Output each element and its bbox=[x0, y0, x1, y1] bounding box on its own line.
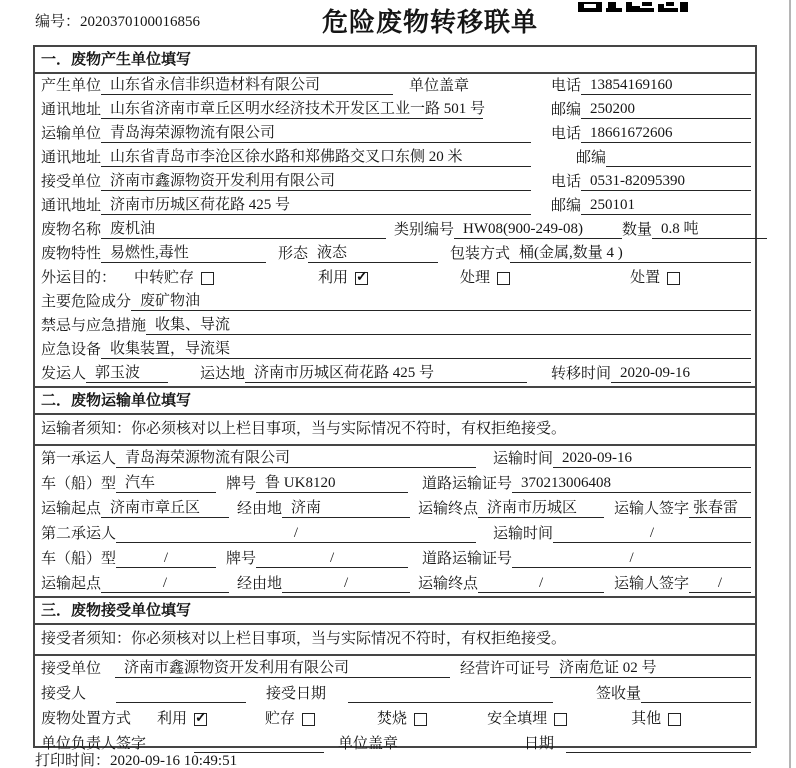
emergency-measures-field: 收集、导流 bbox=[146, 316, 751, 335]
section-producer bbox=[35, 47, 755, 386]
disposal-landfill-checkbox bbox=[554, 713, 567, 726]
waste-name-field: 废机油 bbox=[101, 220, 386, 239]
print-time-value: 2020-09-16 10:49:51 bbox=[110, 753, 238, 768]
carrier1-time-field: 2020-09-16 bbox=[553, 449, 751, 468]
acceptor-label: 接受人 bbox=[41, 686, 87, 702]
receiver-zip-field: 250101 bbox=[581, 196, 751, 215]
disposal-landfill-label: 安全填埋 bbox=[487, 711, 548, 727]
row-producer-address bbox=[35, 98, 755, 122]
emergency-measures-label: 禁忌与应急措施 bbox=[41, 318, 147, 334]
vehicle2-type-label: 车（船）型 bbox=[41, 551, 117, 567]
accept-date-label: 接受日期 bbox=[266, 686, 327, 702]
section-transporter-header: 二．废物运输单位填写 bbox=[35, 388, 755, 415]
row-emergency-measures bbox=[35, 314, 755, 338]
row-vehicle1 bbox=[35, 471, 755, 496]
vehicle1-license-label: 道路运输证号 bbox=[422, 476, 513, 492]
received-qty-field bbox=[641, 684, 751, 703]
transfer-time-field: 2020-09-16 bbox=[611, 364, 751, 383]
hazard-label: 主要危险成分 bbox=[41, 294, 132, 310]
receiver-address-field: 济南市历城区荷花路 425 号 bbox=[101, 196, 531, 215]
route1-sign-field: 张春雷 bbox=[689, 499, 751, 518]
purpose-use-checkbox bbox=[355, 272, 368, 285]
row-purpose bbox=[35, 266, 755, 290]
vehicle1-type-field: 汽车 bbox=[116, 474, 216, 493]
permit-field: 济南危证 02 号 bbox=[550, 659, 751, 678]
disposal-store-label: 贮存 bbox=[265, 711, 296, 727]
route1-start-field: 济南市章丘区 bbox=[101, 499, 229, 518]
page-edge-line bbox=[789, 0, 791, 768]
route2-via-field: / bbox=[282, 574, 410, 593]
waste-props-label: 废物特性 bbox=[41, 246, 102, 262]
vehicle2-type-field: / bbox=[116, 549, 216, 568]
row-receiver bbox=[35, 170, 755, 194]
waste-code-field: HW08(900-249-08) bbox=[454, 220, 622, 239]
purpose-label: 外运目的： bbox=[41, 270, 117, 286]
route1-end-label: 运输终点 bbox=[418, 501, 479, 517]
route2-end-field: / bbox=[478, 574, 604, 593]
route2-start-label: 运输起点 bbox=[41, 576, 102, 592]
row-transporter-address bbox=[35, 146, 755, 170]
row-emergency-equipment bbox=[35, 338, 755, 362]
receiver-notice: 接受者须知：你必须核对以上栏目事项，当与实际情况不符时，有权拒绝接受。 bbox=[35, 625, 755, 656]
disposal-use-label: 利用 bbox=[157, 711, 188, 727]
purpose-option-dispose-label: 处置 bbox=[630, 270, 661, 286]
row-disposal-method bbox=[35, 706, 755, 731]
transporter-zip-field bbox=[606, 148, 751, 167]
purpose-option-treat-label: 处理 bbox=[460, 270, 491, 286]
route2-end-label: 运输终点 bbox=[418, 576, 479, 592]
producer-value-field: 山东省永信非织造材料有限公司 bbox=[101, 76, 393, 95]
receiver-phone-field: 0531-82095390 bbox=[581, 172, 751, 191]
disposal-use-checkbox bbox=[194, 713, 207, 726]
permit-label: 经营许可证号 bbox=[460, 661, 551, 677]
vehicle1-plate-label: 牌号 bbox=[226, 476, 257, 492]
waste-pack-label: 包装方式 bbox=[450, 246, 511, 262]
manifest-form bbox=[33, 45, 757, 752]
carrier2-label: 第二承运人 bbox=[41, 526, 117, 542]
row-vehicle2 bbox=[35, 546, 755, 571]
producer-phone-label: 电话 bbox=[550, 78, 581, 94]
disposal-method-label: 废物处置方式 bbox=[41, 711, 132, 727]
receive-unit-field: 济南市鑫源物资开发利用有限公司 bbox=[115, 659, 450, 678]
producer-address-label: 通讯地址 bbox=[41, 102, 102, 118]
waste-qty-field: 0.8 吨 bbox=[652, 220, 767, 239]
disposal-burn-label: 焚烧 bbox=[377, 711, 408, 727]
vehicle2-license-label: 道路运输证号 bbox=[422, 551, 513, 567]
route2-via-label: 经由地 bbox=[237, 576, 283, 592]
waste-qty-label: 数量 bbox=[622, 222, 653, 238]
received-qty-label: 签收量 bbox=[595, 686, 641, 702]
waste-props-field: 易燃性,毒性 bbox=[101, 244, 266, 263]
waste-name-label: 废物名称 bbox=[41, 222, 102, 238]
qr-code-icon bbox=[578, 0, 688, 17]
row-route2 bbox=[35, 571, 755, 596]
route1-sign-label: 运输人签字 bbox=[613, 501, 689, 517]
destination-label: 运达地 bbox=[200, 366, 246, 382]
section-receiver-header: 三．废物接受单位填写 bbox=[35, 598, 755, 625]
producer-phone-field: 13854169160 bbox=[581, 76, 751, 95]
producer-zip-label: 邮编 bbox=[550, 102, 581, 118]
transporter-address-field: 山东省青岛市李沧区徐水路和郑佛路交叉口东侧 20 米 bbox=[101, 148, 531, 167]
receiver-label: 接受单位 bbox=[41, 174, 102, 190]
row-producer bbox=[35, 74, 755, 98]
destination-field: 济南市历城区荷花路 425 号 bbox=[245, 364, 527, 383]
receiver-address-label: 通讯地址 bbox=[41, 198, 102, 214]
route2-start-field: / bbox=[101, 574, 229, 593]
vehicle1-license-field: 370213006408 bbox=[512, 474, 751, 493]
route1-via-label: 经由地 bbox=[237, 501, 283, 517]
receiver-value-field: 济南市鑫源物资开发利用有限公司 bbox=[101, 172, 531, 191]
purpose-transfer-checkbox bbox=[201, 272, 214, 285]
receive-unit-label: 接受单位 bbox=[41, 661, 102, 677]
dispatcher-label: 发运人 bbox=[41, 366, 87, 382]
accept-date-field bbox=[348, 684, 553, 703]
carrier1-field: 青岛海荣源物流有限公司 bbox=[116, 449, 476, 468]
vehicle2-license-field: / bbox=[512, 549, 751, 568]
row-carrier2 bbox=[35, 521, 755, 546]
waste-form-field: 液态 bbox=[308, 244, 438, 263]
waste-pack-field: 桶(金属,数量 4 ) bbox=[510, 244, 751, 263]
route2-sign-label: 运输人签字 bbox=[613, 576, 689, 592]
producer-seal-label: 单位盖章 bbox=[409, 78, 470, 94]
producer-zip-field: 250200 bbox=[581, 100, 751, 119]
unit-seal-label: 单位盖章 bbox=[338, 736, 399, 752]
route1-end-field: 济南市历城区 bbox=[478, 499, 604, 518]
print-time-label: 打印时间： bbox=[35, 753, 111, 768]
transporter-address-label: 通讯地址 bbox=[41, 150, 102, 166]
section-transporter bbox=[35, 386, 755, 596]
section-producer-header: 一．废物产生单位填写 bbox=[35, 47, 755, 74]
carrier2-field: / bbox=[116, 524, 476, 543]
vehicle1-type-label: 车（船）型 bbox=[41, 476, 117, 492]
section-receiver bbox=[35, 596, 755, 756]
carrier1-time-label: 运输时间 bbox=[492, 451, 553, 467]
signoff-date-field bbox=[566, 734, 751, 753]
vehicle1-plate-field: 鲁 UK8120 bbox=[256, 474, 408, 493]
row-transporter bbox=[35, 122, 755, 146]
purpose-option-use-label: 利用 bbox=[318, 270, 349, 286]
purpose-treat-checkbox bbox=[497, 272, 510, 285]
row-acceptance bbox=[35, 681, 755, 706]
acceptor-field bbox=[116, 684, 246, 703]
disposal-other-checkbox bbox=[668, 713, 681, 726]
transporter-notice: 运输者须知：你必须核对以上栏目事项，当与实际情况不符时，有权拒绝接受。 bbox=[35, 415, 755, 446]
receiver-zip-label: 邮编 bbox=[550, 198, 581, 214]
waste-form-label: 形态 bbox=[278, 246, 309, 262]
row-dispatch bbox=[35, 362, 755, 386]
disposal-store-checkbox bbox=[302, 713, 315, 726]
route1-via-field: 济南 bbox=[282, 499, 410, 518]
hazard-field: 废矿物油 bbox=[131, 292, 751, 311]
row-receive-unit bbox=[35, 656, 755, 681]
row-waste-name bbox=[35, 218, 755, 242]
row-waste-props bbox=[35, 242, 755, 266]
carrier2-time-field: / bbox=[553, 524, 751, 543]
purpose-dispose-checkbox bbox=[667, 272, 680, 285]
carrier2-time-label: 运输时间 bbox=[492, 526, 553, 542]
emergency-equipment-field: 收集装置，导流渠 bbox=[101, 340, 751, 359]
producer-address-field: 山东省济南市章丘区明水经济技术开发区工业一路 501 号 bbox=[101, 100, 483, 119]
receiver-phone-label: 电话 bbox=[550, 174, 581, 190]
transporter-value-field: 青岛海荣源物流有限公司 bbox=[101, 124, 531, 143]
serial-number bbox=[35, 10, 200, 31]
responsible-sign-label: 单位负责人签字 bbox=[41, 736, 147, 752]
serial-label: 编号： bbox=[35, 14, 81, 30]
vehicle2-plate-label: 牌号 bbox=[226, 551, 257, 567]
row-receiver-address bbox=[35, 194, 755, 218]
carrier1-label: 第一承运人 bbox=[41, 451, 117, 467]
transporter-phone-label: 电话 bbox=[550, 126, 581, 142]
route2-sign-field: / bbox=[689, 574, 751, 593]
dispatcher-field: 郭玉波 bbox=[86, 364, 168, 383]
row-route1 bbox=[35, 496, 755, 521]
purpose-option-transfer-label: 中转贮存 bbox=[134, 270, 195, 286]
vehicle2-plate-field: / bbox=[256, 549, 408, 568]
print-time bbox=[35, 749, 237, 768]
route1-start-label: 运输起点 bbox=[41, 501, 102, 517]
transporter-zip-label: 邮编 bbox=[575, 150, 606, 166]
transporter-phone-field: 18661672606 bbox=[581, 124, 751, 143]
transfer-time-label: 转移时间 bbox=[550, 366, 611, 382]
row-carrier1 bbox=[35, 446, 755, 471]
transporter-label: 运输单位 bbox=[41, 126, 102, 142]
serial-value: 2020370100016856 bbox=[80, 14, 201, 30]
signoff-date-label: 日期 bbox=[523, 736, 554, 752]
disposal-other-label: 其他 bbox=[631, 711, 662, 727]
row-hazard bbox=[35, 290, 755, 314]
waste-code-label: 类别编号 bbox=[394, 222, 455, 238]
producer-label: 产生单位 bbox=[41, 78, 102, 94]
emergency-equipment-label: 应急设备 bbox=[41, 342, 102, 358]
page-title: 危险废物转移联单 bbox=[322, 8, 539, 37]
disposal-burn-checkbox bbox=[414, 713, 427, 726]
